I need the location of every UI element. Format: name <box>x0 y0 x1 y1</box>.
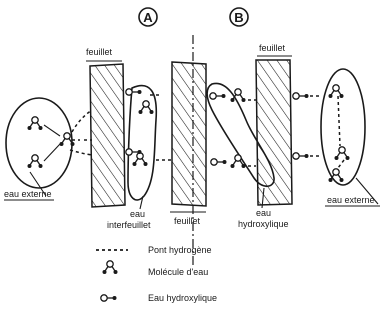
feuillet-label-bottom: feuillet <box>174 216 201 226</box>
hydroxyl-groups-sheet3 <box>293 93 309 159</box>
sheet-2 <box>172 62 206 206</box>
water-molecules-hydroxylic <box>231 89 246 168</box>
legend-hydroxyl-icon <box>101 295 117 301</box>
feuillet-label-left: feuillet <box>86 47 113 57</box>
legend-water-molecule-icon <box>103 261 118 274</box>
hydroxyl-groups-sheet2 <box>210 93 227 165</box>
h-bridge <box>70 150 92 155</box>
label-a <box>139 8 157 26</box>
label-b <box>230 8 248 26</box>
h-bridge <box>72 110 92 132</box>
eau-externe-left-label: eau externe <box>4 189 52 199</box>
feuillet-label-right: feuillet <box>259 43 286 53</box>
legend-label-1: Pont hydrogène <box>148 245 212 255</box>
water-molecules-left <box>28 117 75 168</box>
legend-label-2: Molécule d'eau <box>148 267 209 277</box>
legend-label-3: Eau hydroxylique <box>148 293 218 303</box>
sheet-3 <box>256 60 292 205</box>
eau-externe-right-label: eau externe <box>327 195 375 205</box>
eau-hydroxylique-label-2: hydroxylique <box>238 219 289 229</box>
water-molecules-interlayer <box>133 101 154 166</box>
interlayer-water-region <box>128 86 156 200</box>
eau-interfeuillet-label-1: eau <box>130 209 146 219</box>
svg-text:B: B <box>234 10 244 25</box>
eau-hydroxylique-label-1: eau <box>256 208 272 218</box>
eau-interfeuillet-label-2: interfeuillet <box>107 220 151 230</box>
legend <box>96 245 217 303</box>
sheet-1 <box>90 64 125 207</box>
external-water-right-region <box>321 69 365 185</box>
svg-text:A: A <box>143 10 153 25</box>
